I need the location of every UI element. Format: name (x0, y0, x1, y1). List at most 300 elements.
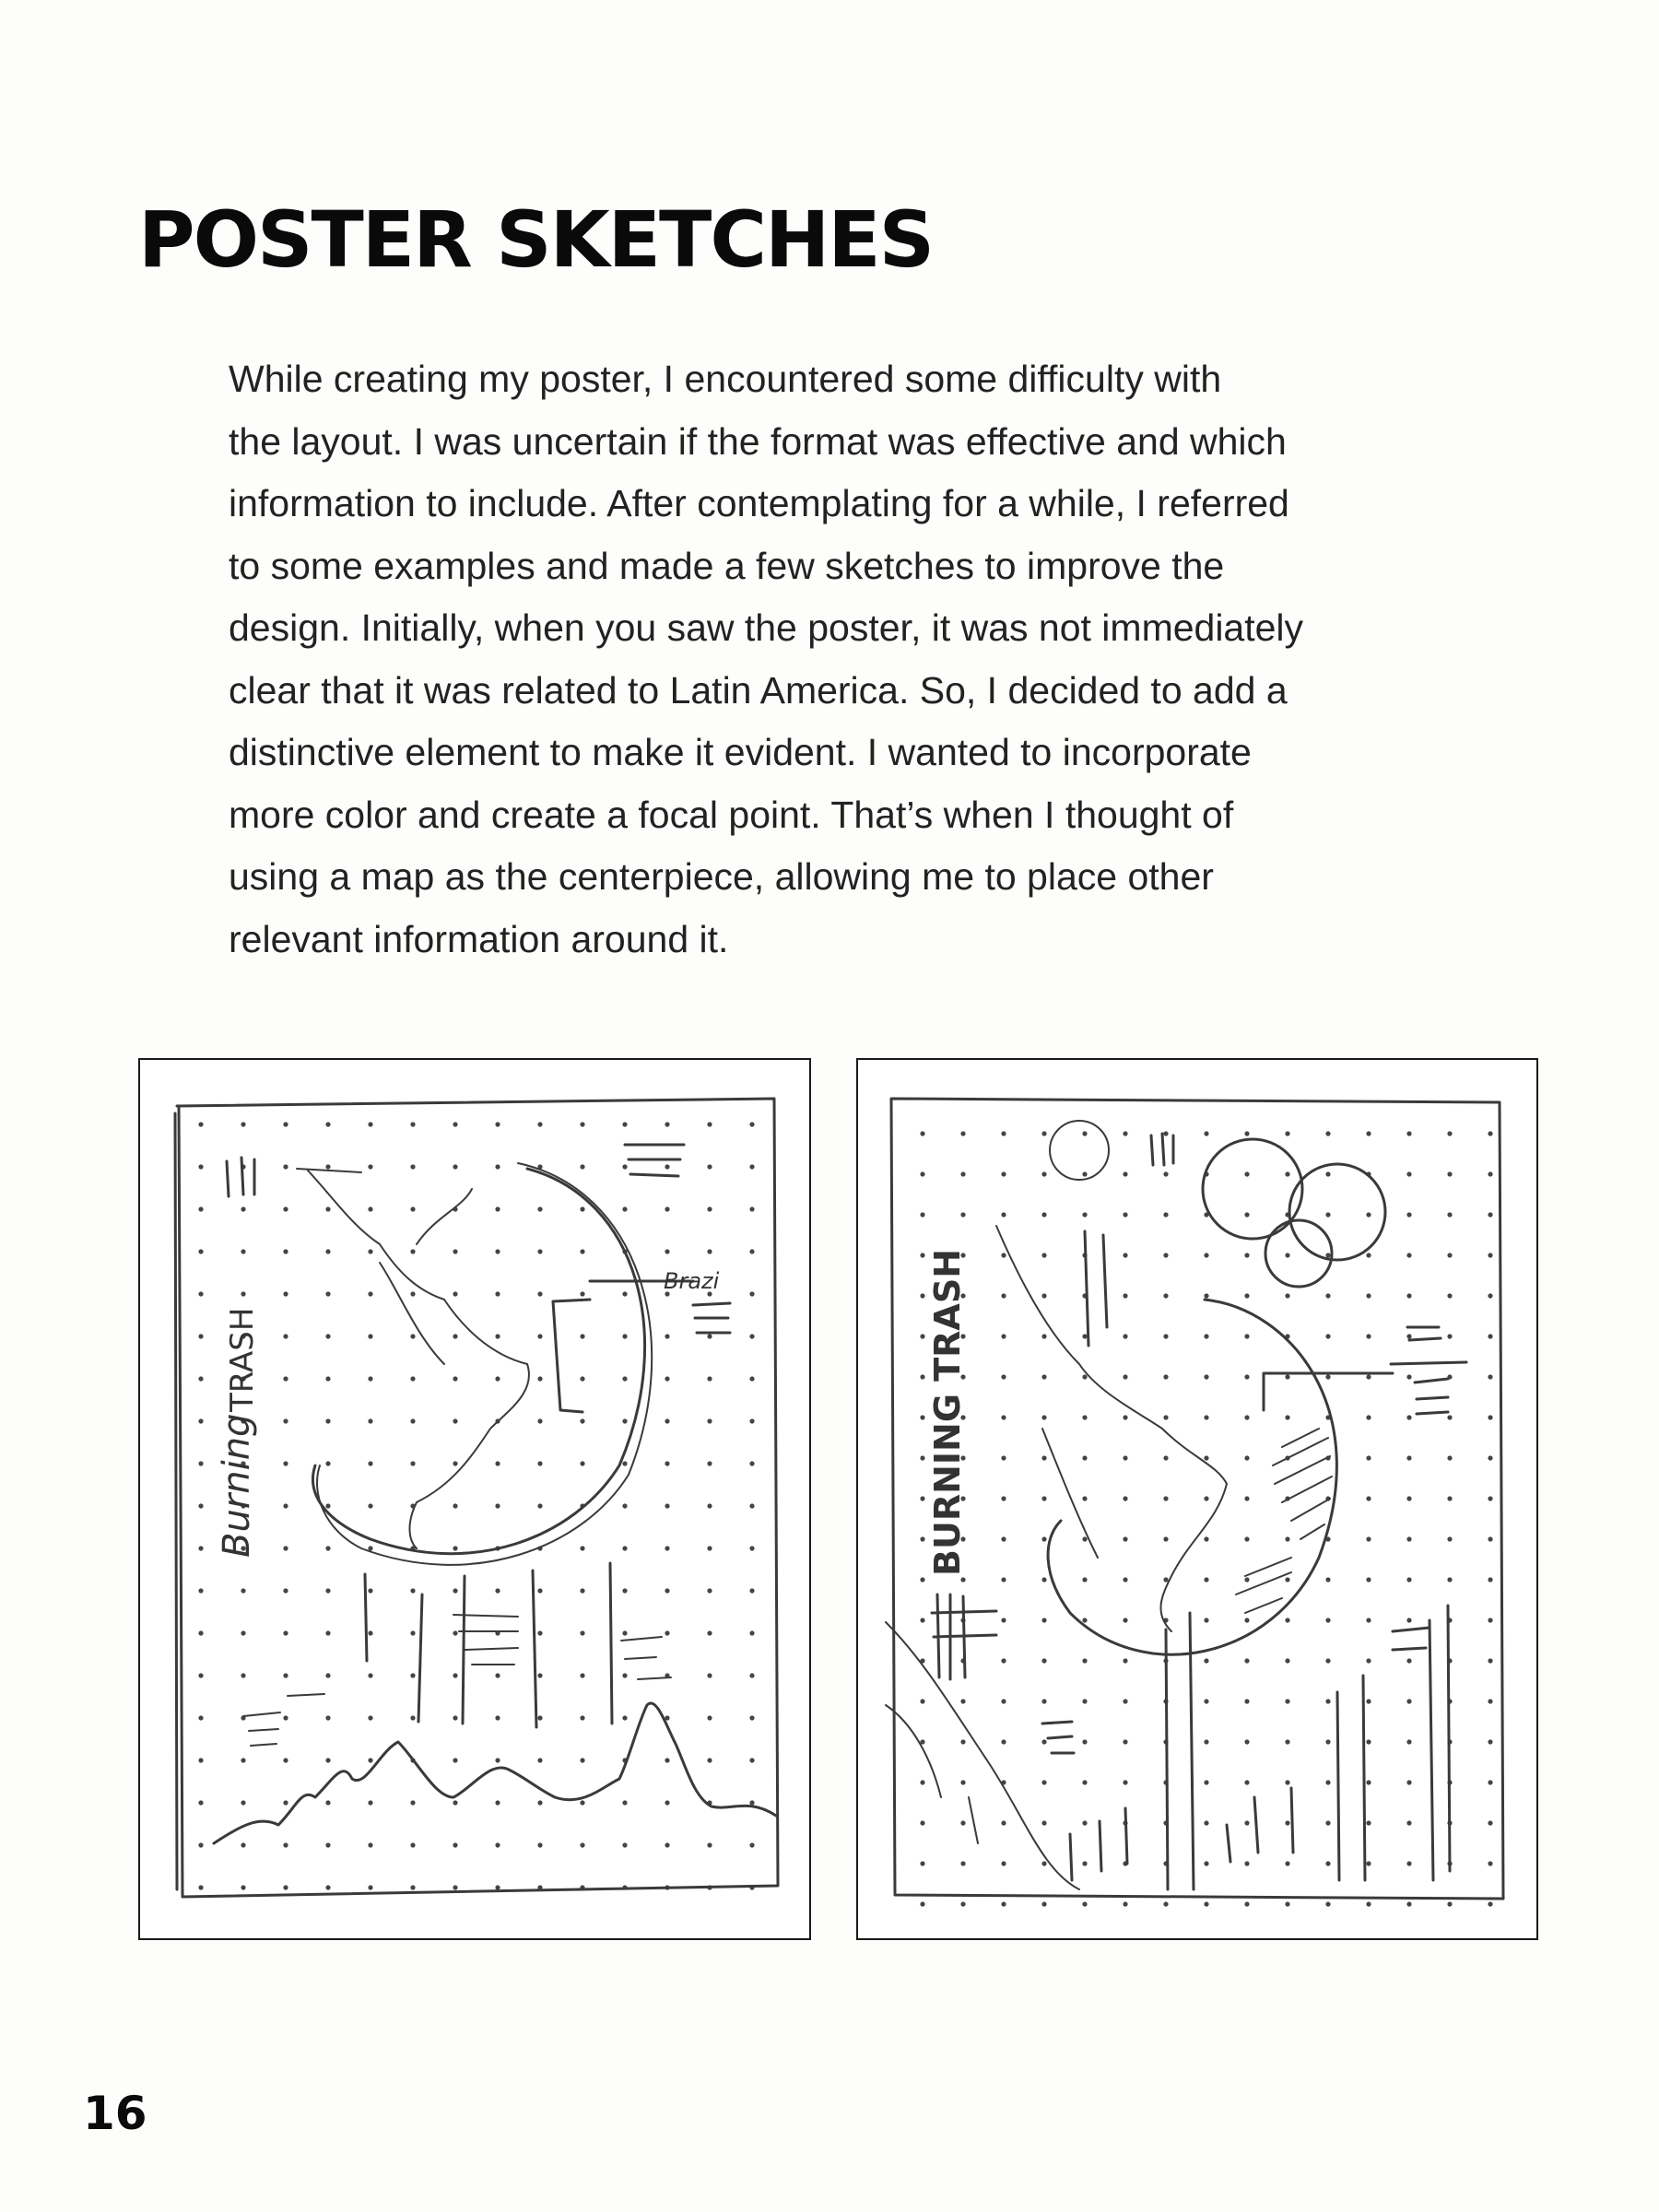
grid-dot (1204, 1334, 1208, 1338)
grid-dot (1163, 1455, 1168, 1460)
grid-dot (1366, 1901, 1371, 1906)
grid-dot (1082, 1536, 1087, 1541)
grid-dot (368, 1715, 372, 1720)
grid-dot (920, 1536, 924, 1541)
grid-dot (622, 1800, 627, 1805)
grid-dot (749, 1249, 754, 1253)
grid-dot (707, 1588, 712, 1593)
grid-dot (325, 1122, 330, 1126)
grid-dot (537, 1630, 542, 1635)
grid-dot (1325, 1658, 1330, 1663)
grid-dot (920, 1780, 924, 1784)
grid-dot (1123, 1618, 1127, 1622)
grid-dot (1488, 1901, 1492, 1906)
grid-dot (749, 1673, 754, 1677)
grid-dot (580, 1715, 584, 1720)
grid-dot (1325, 1820, 1330, 1825)
grid-dot (1406, 1780, 1411, 1784)
grid-dot (1244, 1293, 1249, 1298)
grid-dot (707, 1503, 712, 1508)
grid-dot (325, 1291, 330, 1296)
grid-dot (1041, 1496, 1046, 1500)
grid-dot (665, 1122, 669, 1126)
grid-dot (1366, 1536, 1371, 1541)
grid-dot (1082, 1820, 1087, 1825)
grid-dot (707, 1461, 712, 1465)
grid-dot (1406, 1171, 1411, 1176)
grid-dot (1406, 1415, 1411, 1419)
grid-dot (622, 1376, 627, 1381)
grid-dot (1366, 1496, 1371, 1500)
grid-dot (368, 1206, 372, 1211)
grid-dot (1325, 1334, 1330, 1338)
grid-dot (198, 1715, 203, 1720)
grid-dot (1001, 1618, 1006, 1622)
grid-dot (1366, 1415, 1371, 1419)
grid-dot (410, 1461, 415, 1465)
grid-dot (1488, 1699, 1492, 1703)
grid-dot (1488, 1334, 1492, 1338)
grid-dot (920, 1861, 924, 1865)
grid-dot (198, 1546, 203, 1550)
grid-dot (1163, 1577, 1168, 1582)
grid-dot (707, 1715, 712, 1720)
grid-dot (241, 1800, 245, 1805)
grid-dot (410, 1630, 415, 1635)
grid-dot (1244, 1618, 1249, 1622)
grid-dot (920, 1415, 924, 1419)
grid-dot (1001, 1171, 1006, 1176)
grid-dot (1123, 1577, 1127, 1582)
grid-dot (1204, 1658, 1208, 1663)
grid-dot (453, 1122, 457, 1126)
grid-dot (1082, 1415, 1087, 1419)
grid-dot (198, 1291, 203, 1296)
grid-dot (1406, 1699, 1411, 1703)
grid-dot (1366, 1780, 1371, 1784)
grid-dot (495, 1164, 500, 1169)
grid-dot (1041, 1780, 1046, 1784)
grid-dot (1123, 1293, 1127, 1298)
grid-dot (368, 1461, 372, 1465)
grid-dot (1285, 1739, 1289, 1744)
grid-dot (325, 1249, 330, 1253)
grid-dot (537, 1206, 542, 1211)
grid-dot (665, 1758, 669, 1762)
grid-dot (622, 1461, 627, 1465)
grid-dot (495, 1503, 500, 1508)
grid-dot (453, 1715, 457, 1720)
grid-dot (1325, 1618, 1330, 1622)
grid-dot (1041, 1374, 1046, 1379)
grid-dot (1366, 1820, 1371, 1825)
landscape (886, 1622, 1079, 1889)
grid-dot (622, 1630, 627, 1635)
grid-dot (453, 1291, 457, 1296)
grid-dot (707, 1842, 712, 1847)
paragraph-line: information to include. After contemplating for a while, I referred (229, 482, 1289, 524)
grid-dot (325, 1206, 330, 1211)
grid-dot (1082, 1780, 1087, 1784)
grid-dot (241, 1842, 245, 1847)
grid-dot (622, 1418, 627, 1423)
grid-dot (960, 1212, 965, 1217)
paragraph-line: distinctive element to make it evident. I wanted to incorporate (229, 731, 1252, 773)
grid-dot (1366, 1455, 1371, 1460)
grid-dot (495, 1842, 500, 1847)
grid-dot (1285, 1536, 1289, 1541)
grid-dot (1204, 1739, 1208, 1744)
sketch-title-trash: TRASH (224, 1307, 261, 1412)
grid-dot (1082, 1577, 1087, 1582)
grid-dot (1204, 1699, 1208, 1703)
grid-dot (1001, 1699, 1006, 1703)
grid-dot (1041, 1820, 1046, 1825)
grid-dot (1325, 1699, 1330, 1703)
grid-dot (368, 1334, 372, 1338)
grid-dot (1041, 1253, 1046, 1257)
grid-dot (453, 1546, 457, 1550)
grid-dot (1447, 1577, 1452, 1582)
sketch-title-burning: Burning (216, 1413, 258, 1558)
grid-dot (1285, 1131, 1289, 1135)
grid-dot (1244, 1861, 1249, 1865)
grid-dot (1041, 1171, 1046, 1176)
grid-dot (283, 1546, 288, 1550)
grid-dot (960, 1171, 965, 1176)
grid-dot (1123, 1780, 1127, 1784)
grid-dot (1488, 1536, 1492, 1541)
grid-dot (1488, 1618, 1492, 1622)
grid-dot (283, 1503, 288, 1508)
grid-dot (1366, 1658, 1371, 1663)
paragraph-line: clear that it was related to Latin America. So, I decided to add a (229, 668, 1288, 712)
grid-dot (241, 1673, 245, 1677)
grid-dot (283, 1291, 288, 1296)
grid-dot (1447, 1131, 1452, 1135)
grid-dot (920, 1496, 924, 1500)
page-number: 16 (83, 2087, 147, 2140)
grid-dot (920, 1820, 924, 1825)
grid-dot (622, 1842, 627, 1847)
grid-dot (537, 1588, 542, 1593)
grid-dot (368, 1249, 372, 1253)
grid-dot (1001, 1739, 1006, 1744)
grid-dot (368, 1164, 372, 1169)
grid-dot (1325, 1253, 1330, 1257)
grid-dot (410, 1588, 415, 1593)
grid-dot (495, 1800, 500, 1805)
grid-dot (1447, 1901, 1452, 1906)
grid-dot (665, 1164, 669, 1169)
grid-dot (1366, 1577, 1371, 1582)
grid-dot (325, 1503, 330, 1508)
grid-dot (453, 1588, 457, 1593)
grid-dot (1244, 1739, 1249, 1744)
grid-dot (1244, 1455, 1249, 1460)
grid-dot (1123, 1739, 1127, 1744)
grid-dot (1366, 1212, 1371, 1217)
grid-dot (665, 1418, 669, 1423)
grid-dot (1406, 1820, 1411, 1825)
grid-dot (495, 1588, 500, 1593)
grid-dot (198, 1842, 203, 1847)
grid-dot (749, 1630, 754, 1635)
grid-dot (537, 1334, 542, 1338)
grid-dot (1001, 1374, 1006, 1379)
grid-dot (665, 1630, 669, 1635)
grid-dot (1488, 1496, 1492, 1500)
grid-dot (1001, 1212, 1006, 1217)
grid-dot (537, 1461, 542, 1465)
grid-dot (580, 1546, 584, 1550)
grid-dot (241, 1588, 245, 1593)
grid-dot (325, 1715, 330, 1720)
grid-dot (1406, 1212, 1411, 1217)
grid-dot (665, 1842, 669, 1847)
grid-dot (1366, 1739, 1371, 1744)
grid-dot (241, 1758, 245, 1762)
grid-dot (920, 1618, 924, 1622)
grid-dot (1325, 1171, 1330, 1176)
grid-dot (1244, 1334, 1249, 1338)
grid-dot (707, 1249, 712, 1253)
grid-dot (453, 1503, 457, 1508)
grid-dot (1488, 1820, 1492, 1825)
grid-dot (920, 1131, 924, 1135)
grid-dot (622, 1503, 627, 1508)
grid-dot (1325, 1861, 1330, 1865)
grid-dot (1082, 1334, 1087, 1338)
grid-dot (1163, 1536, 1168, 1541)
grid-dot (283, 1122, 288, 1126)
skyline (214, 1563, 776, 1843)
grid-dot (1041, 1699, 1046, 1703)
grid-dot (368, 1588, 372, 1593)
grid-dot (1488, 1658, 1492, 1663)
sketch-title: BURNING TRASH (927, 1248, 968, 1576)
grid-dot (1001, 1293, 1006, 1298)
grid-dot (580, 1461, 584, 1465)
grid-dot (1244, 1374, 1249, 1379)
grid-dot (707, 1334, 712, 1338)
grid-dot (1041, 1901, 1046, 1906)
grid-dot (749, 1503, 754, 1508)
grid-dot (920, 1374, 924, 1379)
grid-dot (1123, 1415, 1127, 1419)
grid-dot (241, 1630, 245, 1635)
grid-dot (580, 1291, 584, 1296)
grid-dot (495, 1122, 500, 1126)
grid-dot (1488, 1171, 1492, 1176)
grid-dot (1285, 1374, 1289, 1379)
paragraph-line: to some examples and made a few sketches to improve the (229, 544, 1225, 587)
grid-dot (368, 1842, 372, 1847)
grid-dot (241, 1206, 245, 1211)
grid-dot (1406, 1739, 1411, 1744)
paragraph-line: using a map as the centerpiece, allowing me to place other (229, 855, 1214, 898)
grid-dot (495, 1249, 500, 1253)
grid-dot (283, 1334, 288, 1338)
grid-dot (1285, 1658, 1289, 1663)
dot-grid (198, 1122, 754, 1889)
continent-outline (297, 1169, 529, 1548)
grid-dot (1001, 1861, 1006, 1865)
grid-dot (495, 1673, 500, 1677)
grid-dot (325, 1418, 330, 1423)
grid-dot (920, 1253, 924, 1257)
grid-dot (410, 1206, 415, 1211)
grid-dot (410, 1122, 415, 1126)
sketch-border (175, 1099, 778, 1897)
grid-dot (1406, 1618, 1411, 1622)
grid-dot (580, 1758, 584, 1762)
hatched-area (1236, 1429, 1332, 1613)
grid-dot (453, 1461, 457, 1465)
grid-dot (410, 1334, 415, 1338)
grid-dot (325, 1546, 330, 1550)
grid-dot (241, 1885, 245, 1889)
grid-dot (1041, 1739, 1046, 1744)
grid-dot (580, 1630, 584, 1635)
grid-dot (1447, 1536, 1452, 1541)
grid-dot (749, 1206, 754, 1211)
grid-dot (707, 1376, 712, 1381)
grid-dot (410, 1885, 415, 1889)
grid-dot (537, 1800, 542, 1805)
grid-dot (920, 1455, 924, 1460)
grid-dot (1406, 1901, 1411, 1906)
grid-dot (1163, 1293, 1168, 1298)
grid-dot (1001, 1658, 1006, 1663)
grid-dot (1123, 1455, 1127, 1460)
grid-dot (283, 1249, 288, 1253)
grid-dot (1001, 1496, 1006, 1500)
grid-dot (1123, 1374, 1127, 1379)
grid-dot (283, 1842, 288, 1847)
grid-dot (1001, 1820, 1006, 1825)
grid-dot (1488, 1374, 1492, 1379)
grid-dot (1204, 1253, 1208, 1257)
grid-dot (1041, 1861, 1046, 1865)
grid-dot (1244, 1536, 1249, 1541)
grid-dot (622, 1206, 627, 1211)
grid-dot (1488, 1212, 1492, 1217)
grid-dot (537, 1503, 542, 1508)
grid-dot (1406, 1577, 1411, 1582)
grid-dot (1325, 1739, 1330, 1744)
grid-dot (198, 1418, 203, 1423)
grid-dot (325, 1376, 330, 1381)
grid-dot (580, 1206, 584, 1211)
grid-dot (1082, 1212, 1087, 1217)
grid-dot (368, 1418, 372, 1423)
grid-dot (749, 1291, 754, 1296)
grid-dot (537, 1376, 542, 1381)
grid-dot (960, 1739, 965, 1744)
grid-dot (198, 1758, 203, 1762)
grid-dot (1447, 1293, 1452, 1298)
grid-dot (325, 1588, 330, 1593)
grid-dot (665, 1334, 669, 1338)
grid-dot (1001, 1415, 1006, 1419)
grid-dot (495, 1758, 500, 1762)
grid-dot (198, 1673, 203, 1677)
grid-dot (1406, 1455, 1411, 1460)
grid-dot (749, 1334, 754, 1338)
grid-dot (1325, 1131, 1330, 1135)
grid-dot (198, 1630, 203, 1635)
grid-dot (1163, 1901, 1168, 1906)
paragraph-line: the layout. I was uncertain if the format was effective and which (229, 419, 1287, 463)
callout-line (553, 1281, 693, 1412)
grid-dot (920, 1334, 924, 1338)
grid-dot (1447, 1171, 1452, 1176)
grid-dot (622, 1291, 627, 1296)
grid-dot (1447, 1496, 1452, 1500)
grid-dot (665, 1376, 669, 1381)
grid-dot (920, 1171, 924, 1176)
grid-dot (495, 1206, 500, 1211)
grid-dot (495, 1715, 500, 1720)
grid-dot (1285, 1861, 1289, 1865)
grid-dot (707, 1206, 712, 1211)
grid-dot (1325, 1293, 1330, 1298)
grid-dot (453, 1800, 457, 1805)
grid-dot (1163, 1171, 1168, 1176)
grid-dot (1285, 1618, 1289, 1622)
grid-dot (707, 1546, 712, 1550)
grid-dot (537, 1758, 542, 1762)
grid-dot (707, 1673, 712, 1677)
globe-outline (1048, 1300, 1336, 1654)
grid-dot (1285, 1901, 1289, 1906)
grid-dot (537, 1249, 542, 1253)
grid-dot (1244, 1780, 1249, 1784)
circle-icon (1050, 1121, 1109, 1180)
grid-dot (707, 1164, 712, 1169)
grid-dot (410, 1249, 415, 1253)
grid-dot (1488, 1415, 1492, 1419)
grid-dot (707, 1122, 712, 1126)
grid-dot (1285, 1577, 1289, 1582)
grid-dot (537, 1715, 542, 1720)
grid-dot (198, 1164, 203, 1169)
grid-dot (410, 1418, 415, 1423)
grid-dot (1244, 1699, 1249, 1703)
grid-dot (453, 1249, 457, 1253)
grid-dot (580, 1376, 584, 1381)
paragraph-line: relevant information around it. (229, 917, 729, 960)
grid-dot (453, 1334, 457, 1338)
grid-dot (1244, 1131, 1249, 1135)
grid-dot (1488, 1455, 1492, 1460)
callout-line (1264, 1362, 1466, 1410)
grid-dot (580, 1418, 584, 1423)
grid-dot (580, 1164, 584, 1169)
grid-dot (1285, 1253, 1289, 1257)
tick-marks (227, 1158, 254, 1196)
grid-dot (1001, 1253, 1006, 1257)
grid-dot (410, 1842, 415, 1847)
grid-dot (1366, 1374, 1371, 1379)
callout-label: Brazi (664, 1268, 720, 1294)
poster-sketch-2 (856, 1058, 1538, 1940)
grid-dot (495, 1376, 500, 1381)
grid-dot (368, 1503, 372, 1508)
continent-outline (996, 1226, 1227, 1631)
grid-dot (1325, 1212, 1330, 1217)
